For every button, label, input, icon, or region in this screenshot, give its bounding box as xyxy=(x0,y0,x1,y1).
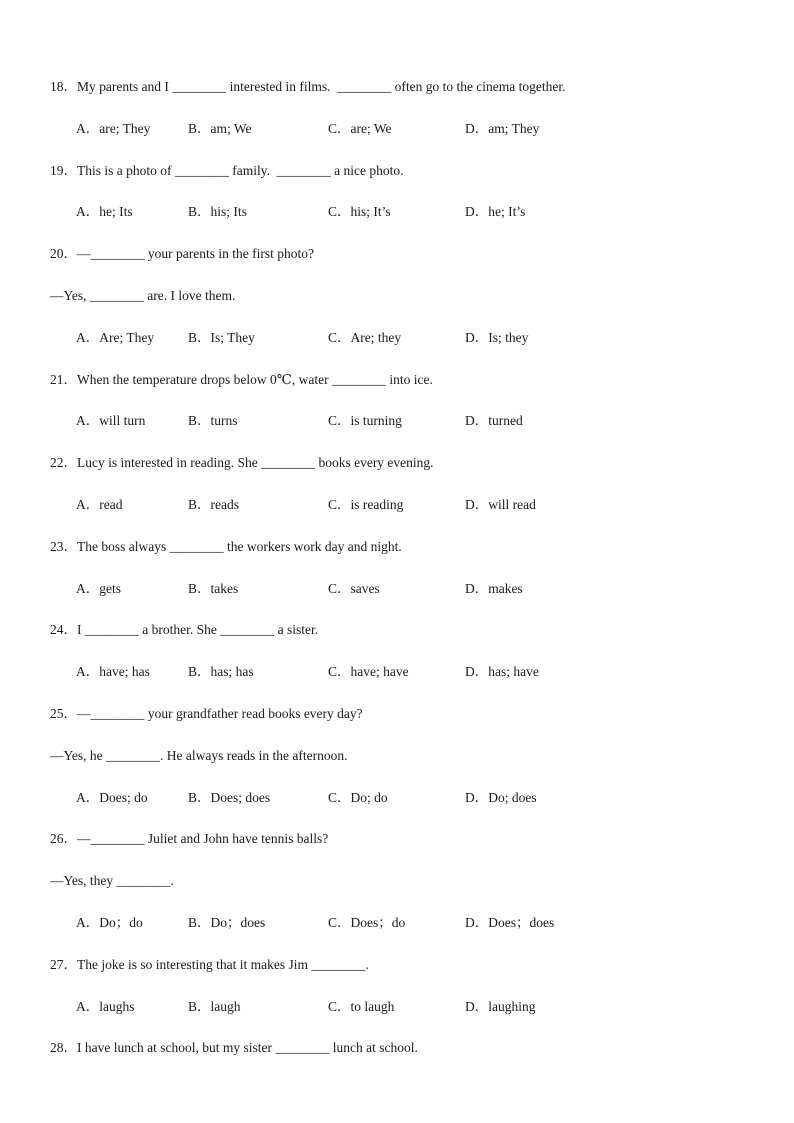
option-d[interactable]: D．Is; they xyxy=(465,329,529,345)
question-stem: 27．The joke is so interesting that it makes Jim ________. xyxy=(50,956,369,972)
option-a[interactable]: A．he; Its xyxy=(76,204,133,220)
option-d[interactable]: D．Do; does xyxy=(465,789,537,805)
question-stem: 25．—________ your grandfather read books every day? xyxy=(50,706,363,721)
option-c[interactable]: C．are; We xyxy=(328,120,392,136)
option-c[interactable]: C．is reading xyxy=(328,497,404,512)
option-d[interactable]: D．will read xyxy=(465,497,536,512)
question-stem: 26．—________ Juliet and John have tennis balls? xyxy=(50,831,329,847)
question-stem: 18．My parents and I ________ interested in films. ________ often go to the cinema together. xyxy=(50,79,566,94)
option-a[interactable]: A．have; has xyxy=(76,664,150,680)
option-d[interactable]: D．am; They xyxy=(465,120,540,136)
option-b[interactable]: B．his; Its xyxy=(188,204,247,220)
option-d[interactable]: D．Does；does xyxy=(465,915,555,930)
option-b[interactable]: B．reads xyxy=(188,497,239,512)
option-a[interactable]: A．Do；do xyxy=(76,915,143,930)
option-d[interactable]: D．makes xyxy=(465,580,523,596)
option-a[interactable]: A．read xyxy=(76,497,123,512)
question-stem: 21．When the temperature drops below 0℃, water ________ into ice. xyxy=(50,371,433,387)
question-dialogue-line: —Yes, they ________. xyxy=(50,873,174,889)
option-c[interactable]: C．his; It’s xyxy=(328,204,391,220)
option-a[interactable]: A．laughs xyxy=(76,998,135,1014)
option-a[interactable]: A．gets xyxy=(76,580,121,596)
option-d[interactable]: D．laughing xyxy=(465,998,536,1014)
question-stem: 24．I ________ a brother. She ________ a sister. xyxy=(50,622,319,638)
question-stem: 23．The boss always ________ the workers work day and night. xyxy=(50,538,402,554)
option-c[interactable]: C．saves xyxy=(328,580,380,596)
option-b[interactable]: B．am; We xyxy=(188,120,252,136)
option-b[interactable]: B．Is; They xyxy=(188,329,255,345)
option-c[interactable]: C．Does；do xyxy=(328,915,406,930)
question-dialogue-line: —Yes, he ________. He always reads in the afternoon. xyxy=(50,747,348,763)
question-dialogue-line: —Yes, ________ are. I love them. xyxy=(50,288,236,303)
option-c[interactable]: C．have; have xyxy=(328,664,409,680)
option-c[interactable]: C．Are; they xyxy=(328,329,402,345)
option-d[interactable]: D．has; have xyxy=(465,664,539,680)
option-a[interactable]: A．Does; do xyxy=(76,789,148,805)
option-b[interactable]: B．takes xyxy=(188,580,239,596)
option-c[interactable]: C．Do; do xyxy=(328,789,388,805)
option-b[interactable]: B．has; has xyxy=(188,664,254,680)
option-d[interactable]: D．he; It’s xyxy=(465,204,526,220)
question-stem: 28．I have lunch at school, but my sister ________ lunch at school. xyxy=(50,1040,418,1056)
option-b[interactable]: B．laugh xyxy=(188,998,241,1014)
option-b[interactable]: B．Does; does xyxy=(188,789,271,805)
option-a[interactable]: A．will turn xyxy=(76,413,146,429)
option-b[interactable]: B．Do；does xyxy=(188,915,266,930)
option-a[interactable]: A．Are; They xyxy=(76,329,155,345)
option-b[interactable]: B．turns xyxy=(188,413,238,429)
question-stem: 22．Lucy is interested in reading. She ________ books every evening. xyxy=(50,455,434,471)
option-c[interactable]: C．to laugh xyxy=(328,998,395,1014)
option-c[interactable]: C．is turning xyxy=(328,413,402,429)
option-a[interactable]: A．are; They xyxy=(76,120,151,136)
option-d[interactable]: D．turned xyxy=(465,413,523,429)
question-stem: 20．—________ your parents in the first photo? xyxy=(50,246,314,262)
question-stem: 19．This is a photo of ________ family. ________ a nice photo. xyxy=(50,162,404,178)
